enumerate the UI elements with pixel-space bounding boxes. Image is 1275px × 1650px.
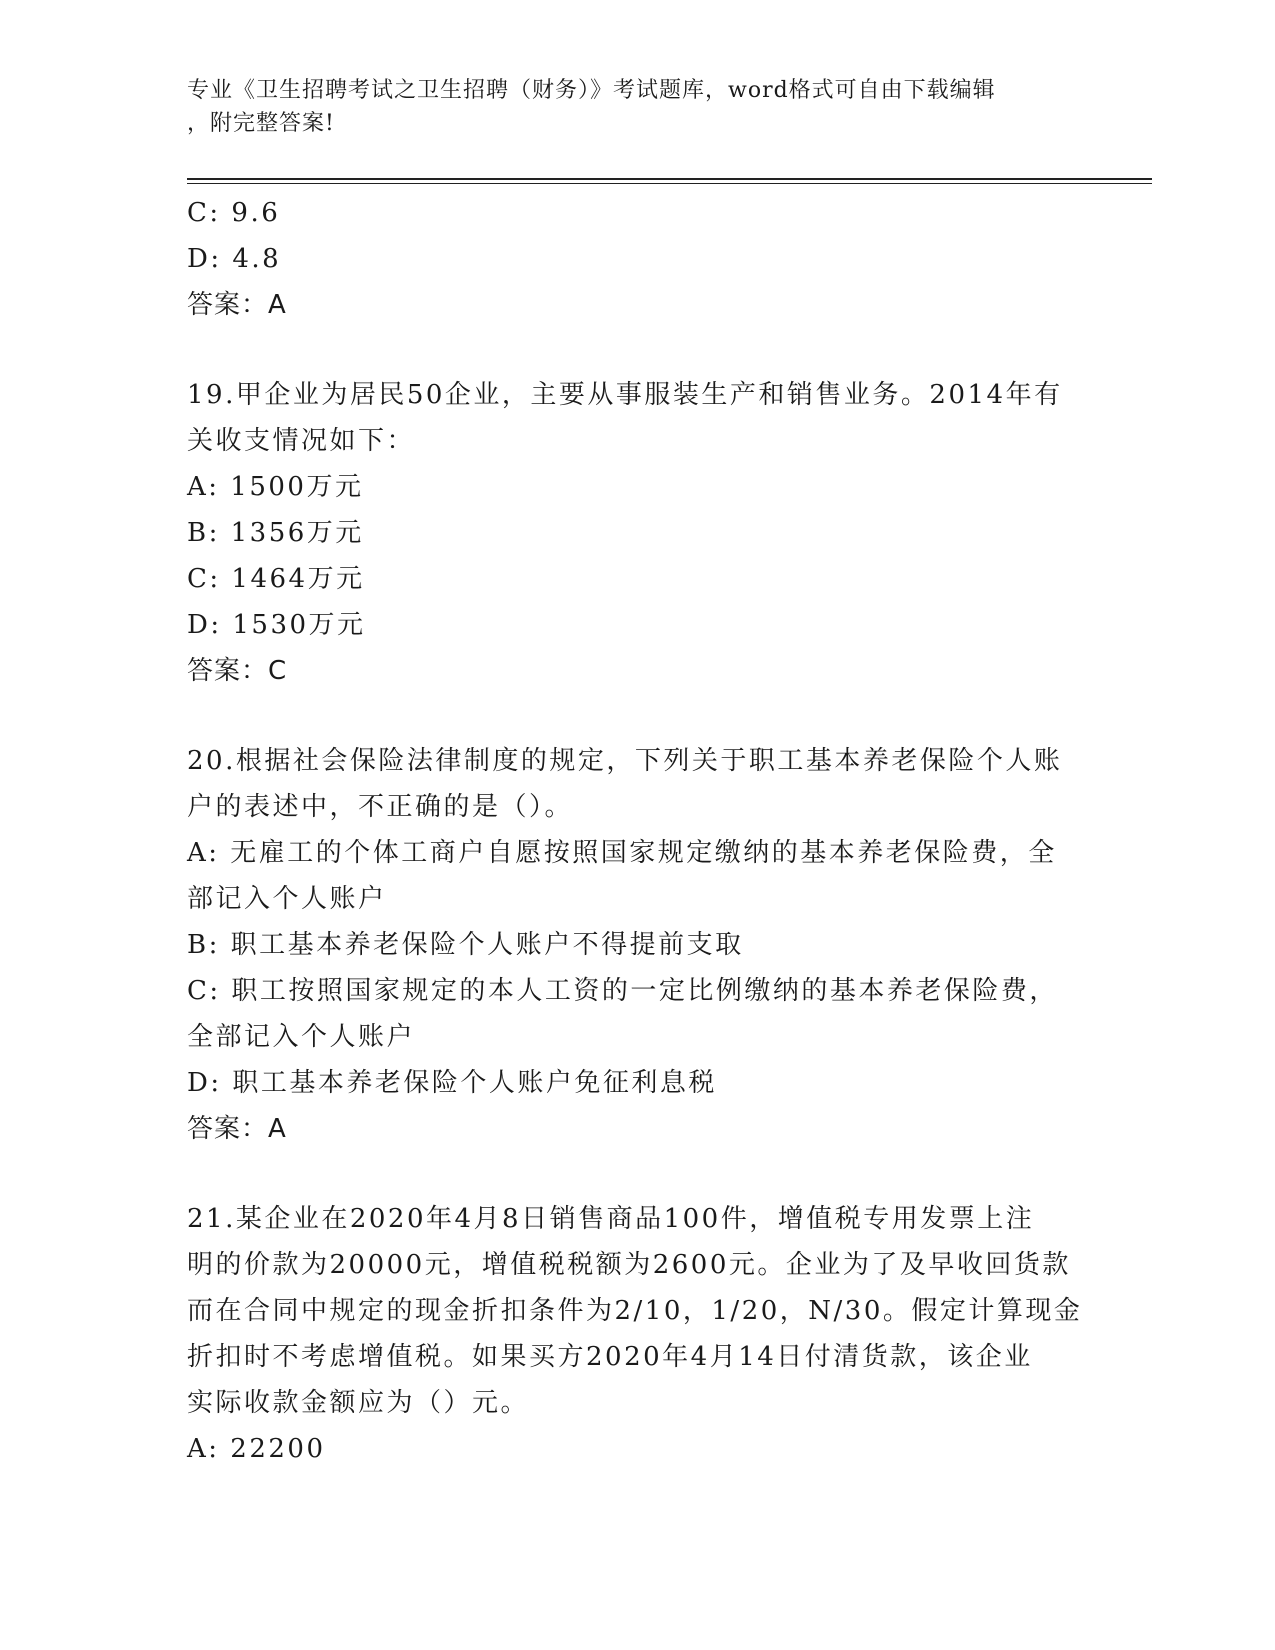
- header-rule-thin: [187, 183, 1152, 184]
- option-a: A: 22200: [187, 1434, 326, 1464]
- option-c-continued: 全部记入个人账户: [187, 1022, 416, 1052]
- header-line-2: ，附完整答案!: [187, 111, 335, 136]
- question-21: [187, 1196, 1087, 1472]
- option-d: D: 4.8: [187, 244, 282, 274]
- question-text: 折扣时不考虑增值税。如果买方2020年4月14日付清货款，该企业: [187, 1342, 1033, 1372]
- question-text: 明的价款为20000元，增值税税额为2600元。企业为了及早收回货款: [187, 1250, 1071, 1280]
- option-b: B: 1356万元: [187, 518, 364, 548]
- question-18-tail: [187, 190, 1087, 328]
- question-text: 户的表述中，不正确的是（）。: [187, 792, 574, 822]
- option-a: A: 无雇工的个体工商户自愿按照国家规定缴纳的基本养老保险费，全: [187, 838, 1057, 868]
- question-text: 19.甲企业为居民50企业，主要从事服装生产和销售业务。2014年有: [187, 380, 1063, 410]
- question-text: 而在合同中规定的现金折扣条件为2/10，1/20，N/30。假定计算现金: [187, 1296, 1083, 1326]
- question-text: 关收支情况如下：: [187, 426, 416, 456]
- question-19: [187, 372, 1087, 694]
- answer-line: 答案：A: [187, 1114, 287, 1144]
- spacer: [187, 694, 1087, 738]
- option-a: A: 1500万元: [187, 472, 364, 502]
- option-d: D: 职工基本养老保险个人账户免征利息税: [187, 1068, 717, 1098]
- question-text: 20.根据社会保险法律制度的规定，下列关于职工基本养老保险个人账: [187, 746, 1063, 776]
- option-b: B: 职工基本养老保险个人账户不得提前支取: [187, 930, 744, 960]
- option-c: C: 1464万元: [187, 564, 365, 594]
- question-list: [187, 190, 1087, 1472]
- question-text: 实际收款金额应为（）元。: [187, 1388, 530, 1418]
- option-a-continued: 部记入个人账户: [187, 884, 387, 914]
- option-c: C: 职工按照国家规定的本人工资的一定比例缴纳的基本养老保险费，: [187, 976, 1058, 1006]
- spacer: [187, 328, 1087, 372]
- header-rule-thick: [187, 178, 1152, 180]
- answer-line: 答案：A: [187, 290, 287, 320]
- option-c: C: 9.6: [187, 198, 281, 228]
- option-d: D: 1530万元: [187, 610, 366, 640]
- question-text: 21.某企业在2020年4月8日销售商品100件，增值税专用发票上注: [187, 1204, 1035, 1234]
- header-line-1: 专业《卫生招聘考试之卫生招聘（财务）》考试题库，word格式可自由下载编辑: [187, 78, 996, 103]
- question-20: [187, 738, 1087, 1152]
- spacer: [187, 1152, 1087, 1196]
- document-header: [187, 74, 1067, 140]
- answer-line: 答案：C: [187, 656, 288, 686]
